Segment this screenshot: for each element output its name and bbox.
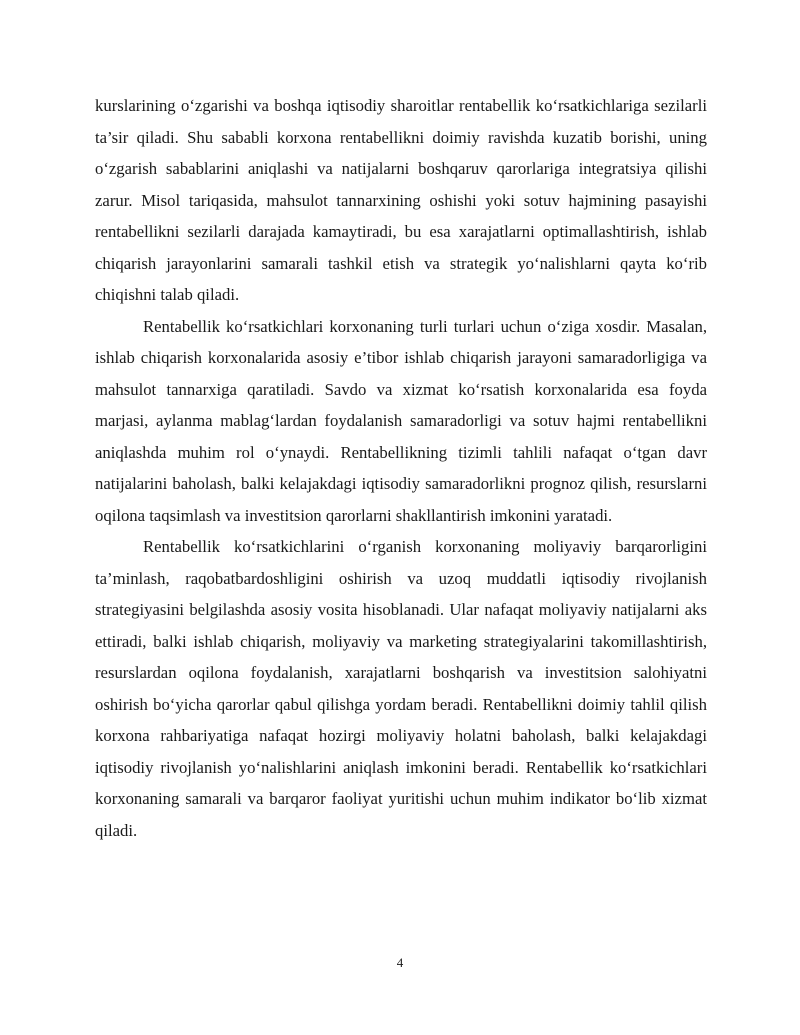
paragraph-profitability-importance: Rentabellik ko‘rsatkichlarini o‘rganish korxonaning moliyaviy barqarorligini ta’minlash, raqobatbardoshligini oshirish va uzoq muddatli iqtisodiy rivojlanish strategiyasini belgilashda asosiy vosita hisoblanadi. Ular nafaqat moliyaviy natijalarni aks ettiradi, balki ishlab chiqarish, moliyaviy va marketing strategiyalarini takomillashtirish, resurslardan oqilona foydalanish, xarajatlarni boshqarish va investitsion salohiyatni oshirish bo‘yicha qarorlar qabul qilishga yordam beradi. Rentabellikni doimiy tahlil qilish korxona rahbariyatiga nafaqat hozirgi moliyaviy holatni baholash, balki kelajakdagi iqtisodiy rivojlanish yo‘nalishlarini aniqlash imkonini beradi. Rentabellik ko‘rsatkichlari korxonaning samarali va barqaror faoliyat yuritishi uchun muhim indikator bo‘lib xizmat qiladi.	[95, 537, 707, 840]
paragraph-continued: kurslarining o‘zgarishi va boshqa iqtisodiy sharoitlar rentabellik ko‘rsatkichlariga sezilarli ta’sir qiladi. Shu sababli korxona rentabellikni doimiy ravishda kuzatib borishi, uning o‘zgarish sabablarini aniqlashi va natijalarni boshqaruv qarorlariga integratsiya qilishi zarur. Misol tariqasida, mahsulot tannarxining oshishi yoki sotuv hajmining pasayishi rentabellikni sezilarli darajada kamaytiradi, bu esa xarajatlarni optimallashtirish, ishlab chiqarish jarayonlarini samarali tashkil etish va strategik yo‘nalishlarni qayta ko‘rib chiqishni talab qiladi.	[95, 96, 707, 304]
page-number: 4	[396, 955, 404, 970]
document-body	[95, 90, 707, 846]
paragraph-profitability-by-type: Rentabellik ko‘rsatkichlari korxonaning turli turlari uchun o‘ziga xosdir. Masalan, ishlab chiqarish korxonalarida asosiy e’tibor ishlab chiqarish jarayoni samaradorligiga va mahsulot tannarxiga qaratiladi. Savdo va xizmat ko‘rsatish korxonalarida esa foyda marjasi, aylanma mablag‘lardan foydalanish samaradorligi va sotuv hajmi rentabellikni aniqlashda muhim rol o‘ynaydi. Rentabellikning tizimli tahlili nafaqat o‘tgan davr natijalarini baholash, balki kelajakdagi iqtisodiy samaradorlikni prognoz qilish, resurslarni oqilona taqsimlash va investitsion qarorlarni shakllantirish imkonini yaratadi.	[95, 316, 707, 525]
